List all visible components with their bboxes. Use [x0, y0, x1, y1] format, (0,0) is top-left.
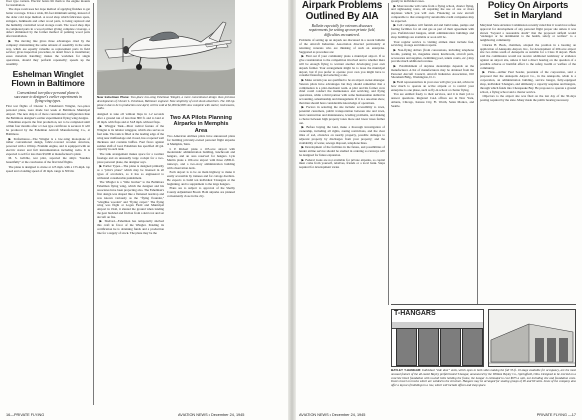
paragraph: Plans are to subject to approval of the Shelby County Adjustment Board. Both airparks are planned conveniently close in the city.	[167, 186, 235, 199]
paragraph: ▶ Establishment of airplane dealerships depends on the manufacturer. A list of manufacturers may be obtained from the Personal Aircraft Council, Aircraft Industries Association, 610 Shoreham Bldg., Washington, D. C.	[391, 63, 474, 80]
paragraph: ▶ Field representatives in your area will give you aid, advice in how much to operate an active airpark or to restrict your enterprise to one phase, such as fly-in school or charter flying.	[391, 80, 474, 92]
column-4	[391, 0, 474, 302]
paragraph: Each airport is to be on main highway to make it easily accessible by trainees and for cottage dwellers. He expects to build ten individual T-hangars at the beginning, and to supplement to the large hangars.	[167, 170, 235, 186]
airplane-image	[97, 0, 235, 95]
hangar-row-illustration	[489, 310, 575, 366]
t-hangar-figure	[391, 304, 576, 411]
paragraph: ▶ Winggar Tank—Most radical feature of the Winglet is its tubular winggear, which also serves as fuel tank. The tank is filled at the leading edge of the wing near midfuselage and closed, has a tapered wall thickness and contains baffles. Fuel flows against sudden shift of load. Eshelman has specified 40 gal. capacity in each tank.	[97, 124, 164, 152]
paragraph: ▶ Development of the facilities in the future, and possibilities of lender airline service should be studied in ordering so runways will be designed for future expansion.	[299, 145, 385, 157]
hangar-door	[440, 328, 461, 366]
paragraph: Charles H. Buck, chairman, adopted the position in a hearing on application of Annapolis Airport, Inc., for development of 200-acre airport site two miles south of Annapolis as suitable for a Class II airport. Buck said the commission would not receive additional testimony or evidence against an airport site, unless it had a direct bearing on the question of a possible adverse or harmful effect to the safety, health or welfare of the community.	[480, 42, 576, 70]
paragraph: ▶ The moving line gives three advantages cited by the company: maintaining the same amount of assembly in the same way, which are equally valuable as replacement parts in field service; gives inspection procedure, in detail flows to installation; eases materials handling; makes the workmen for single operations, should they perform repeatedly; speeds up the assembly.	[6, 38, 90, 66]
paragraph: Eshelman expects the first production, not to be completed until within four months after a CAA type certificate is secured. It will be produced by the Eshelman Aircraft Manufacturing Co., at Baltimore.	[6, 120, 90, 137]
airpark-deck: Bulletin especially for veterans discusses requirements for setting up own private field, difficulties encountered.	[308, 24, 376, 37]
column-rule	[93, 3, 94, 405]
paragraph: I. P. Rickert plans a 105-acre airport with modernistic administration building, lunchroom and hangars, and an area reserved for hangars. Lyle Martin plans a 100-acre airport with three 2,800-ft. runways, and a two-story administration building with observation deck.	[167, 146, 235, 170]
column-5	[480, 0, 576, 302]
airpark-headline: Airpark Problems Outlined By AIA	[301, 0, 383, 22]
column-1	[6, 0, 90, 408]
column-2	[97, 0, 235, 408]
paragraph: The dope room uses hot dope method of applying finishes to get better coverage. It has a wide, 60-foot minimum setting, instead of the older cold dope method. A wood shop which fabricates spars, stringers, bulkheads and other wood parts, is being replaced and the humidity controlled wood storage room. The wood shop dips in completed parts in a wood primer giving complete coverage, a defect eliminated by the former method of painting wood parts after installation.	[6, 7, 90, 39]
col2-left-sub	[97, 113, 164, 408]
maryland-headline: Policy On Airports Set in Maryland	[487, 0, 569, 22]
paragraph: The Winglet is a "little brother" to the Baltimore Eshelman flying wing, which the designer and his associates have been projecting also. The Eshelman's first design was shaped like a flattened teardrop and was known variously as the "flying flounder," "winglike wooden" and "flying carpet." The flying wing was flight at Logan Field and Municipal Airport in 1942, it slanted the ground when landing the gear buckled and friction from a skid cost and set aircraft on fire.	[97, 180, 164, 219]
caption-title: New Eshelman Plane:	[97, 95, 130, 99]
paragraph: The plane is designed to cruise at 125 mph. with a 155-mph. top speed and a landing speed of 45 mph. range is 500 mi.	[6, 164, 90, 173]
paragraph: ▶ Non-flying dollars (from concessions, including telephone booths, parking lot, magazine stand, lunchroom, aircraft parts, accessories and supplies, swimming pool, tennis courts, etc.) may provide much additional revenue.	[391, 47, 474, 64]
paragraph: ▶ Cell companies will furnish aid and build tanks, pumps and fueling facilities for oil and gas as part of their agreement with you. Prefabricated hangars, small administration buildings and shop buildings are available or soon will be.	[391, 23, 474, 39]
paragraph: ▶ Before buying the land, make a thorough investigation of ownership, including all rights, zoning restrictions, and the clear titles of sod, obstacles on nearby property, possible damages to adjacent property by discharges from your property; and the availability of water, sewage disposal, telephone lines.	[299, 125, 385, 145]
paragraph: The tank arrangement makes space for a roomier fuselage and an unusually large cockpit for a two-place personal plane, the designer says.	[97, 152, 164, 164]
memphis-subheadline: Two AA Pilots Planning Airparks in Memphis Area	[170, 115, 232, 134]
hangar-door	[462, 328, 483, 366]
column-rule	[388, 3, 389, 305]
winglet-photo	[97, 0, 235, 95]
footer-right: PRIVATE FLYING —17	[536, 413, 576, 417]
column-3	[299, 0, 385, 408]
col1-top-text	[6, 0, 90, 67]
footer-middle-left: AVIATION NEWS • December 24, 1945	[178, 413, 245, 417]
paragraph: ▶ Most income will come from a flying school, charter flying, and sightseeing tours, all requiring the use of one or more airplanes which you will own. Financing on new aircraft comparable to that arranged by automobile credit companies may be expected.	[391, 3, 474, 23]
paragraph: Problems of setting up an airpark are discussed in a recent bulletin of the Aircraft Industries Association directed particularly at returning veterans who are thinking of such an enterprise. Suggested as procedure are:	[299, 38, 385, 54]
t-hangar-caption	[391, 369, 576, 388]
paragraph: designed to take off without flaps in 1-2 seconds after a ground run of less than 800 ft. and to land at 45 mph. with flaps and at 54.8 mph. without flaps.	[97, 113, 164, 124]
paragraph: First test flights of Chester L. Eshelman's Winglet, two-place personal plane, were made last week at Baltimore Municipal Airport. The new ship is of more conventional configuration than the Baltimore designer's earlier experimental flying wing designs.	[6, 104, 90, 120]
caption-text: Two-place low-wing Eshelman Winglet, a more conventional design than previous developments of Chester L. Eshelman, Baltimore engineer. Note simplicity of cord shock absorbers. The 100-hp. plane is due to be in production next April, will be sold at $2,000-$2,800 slow complete with starter, instruments, radio.	[97, 95, 235, 111]
paragraph: ▶ Factors in selecting the site include: accessibility to town, potential customers, public transportation between site and town, land construction and maintenance, leveling problems, and making a choice between high property taxes more and lower taxes farther out.	[299, 105, 385, 125]
paragraph: ▶ Make certain you are qualified to be an airport owner-manager. Veteran pilots have advantages but they should remember that a combination is a pilot-mechanic team. A pilot and his former crew chief could conduct the maintenance and servicing, and flying operations, while a third partner with some businessman skilled in accounting, salesmanship and management. If it is a one-man show, that man should have considerable knowledge of operations.	[299, 77, 385, 105]
paragraph: ▶ Shelved—Eshelman has temporarily shelved this craft in favor of the Winglet. Pending its certification he is obtaining funds and a production line for a supply of stock. The plane may be the	[97, 219, 164, 235]
eshelman-deck: Conventional two-place personal plane is successor to designer's earlier experiments in flying wing types.	[14, 90, 82, 104]
paragraph: M. S. Gribble, test pilot, reported the ship's "handles beautifully" at the conclusion of the first brief flights.	[6, 156, 90, 165]
t-hangar-title: T-HANGARS	[394, 309, 436, 317]
paragraph: Two American Airlines pilots have announced plans for building privately-owned personal flight airparks at Memphis, Tenn.	[167, 134, 235, 146]
paragraph: greatly in individual cases.	[391, 0, 425, 3]
paragraph: ▶ Earlier Types—The plane is designed primarily as a "pilot's plane" which may be licensed in all types of acrobatics, so it has so engineered to withstand considerable punishment.	[97, 164, 164, 180]
winglet-caption	[97, 96, 235, 111]
footer-middle-right: AVIATION NEWS • December 24, 1945	[299, 413, 366, 417]
col2-right-sub	[167, 113, 235, 408]
paragraph: ▶ Performance—The Winglet is a low-wing monoplane of rather conventional design, fabric-covered wooden structure, powered with a 100-hp. Franklin engine, and is equipped with an electric starter and full instrumentation including radio. It is expected to sell for less than $3,000 at manufacturer's plant.	[6, 136, 90, 156]
hangar-door	[396, 328, 417, 366]
hangar-door	[418, 328, 439, 366]
footer-left: 16—PRIVATE FLYING	[6, 413, 45, 417]
paragraph: Maryland State Aviation Commission recently ruled that it would not refuse approval for development of any personal flight proper site unless it was shown "beyond a reasonable doubt" that the proposed airfield would "endanger or be detrimental to the health, safety or welfare" to a neighboring community.	[480, 22, 576, 43]
t-hangar-text: Individual "side door" units, which open to both sides making the full 35-ft. 10-stage available for occupancy, are the most unusual feature of the all-metal Bayley prefabricated T-hangar, announced by the William Bayley Co., Springfield, Ohio. Designed to be erected on a concrete block foundation with no-bolt bolts holding the frame, the hangar is estimated to cost $675 a unit, not including site and foundation costs. Doors travel on tracks which are welded to the structure. Hangars may be arranged for seating groups of 90 and 60 units. Lines of the company also offer a layout of buildings in a row, which will include offices and shop space.	[391, 368, 576, 388]
paragraph: floor type carriers. Electric hoists lift them to the engine mounts for installation.	[6, 0, 90, 7]
page-gutter	[288, 0, 296, 420]
paragraph: You are entitled freely to their services, and it is their job to answer questions. Regional CAA offices are in New York, Atlanta, Chicago, Kansas City, Ft. Worth, Santa Monica, and Seattle.	[391, 92, 474, 108]
paragraph: Objectors to the airport site was filed on the last day of the 30-days posting required by the state. Many made the public hearing necessary.	[480, 94, 576, 102]
paragraph: ▶ Plans—Arthur Paul Seader, president of the corporation, said a proposed that the Annapolis Airport Co., in the Annapolis, whoh is a corporation, an administration building, service hangar, fully-equipped shop, individual T-hangars, and ultimately a capacity seaplane and hangars, through which funds into Chesapeake Bay. He proposes to operate a ground school, a flying school and a charter service.	[480, 70, 576, 94]
t-hangar-heading: BAYLEY T-HANGAR:	[391, 368, 422, 372]
eshelman-headline: Eshelman Winglet Flown in Baltimore	[11, 68, 85, 89]
column-rule	[477, 3, 478, 305]
paragraph: Your regular service to visiting airmen must include fuel, servicing, storage and minor repairs.	[391, 39, 474, 48]
t-hangar-image	[391, 309, 484, 367]
t-hangar-image-2	[488, 309, 576, 367]
paragraph: ▶ Find out if your community plans a municipal airport. If so give consideration to the competition involved and to whether there will be enough flying to warrant another developing your own airpark further. Your arrangement might be to lease the municipal airport, but if you prefer to operate your own you might have to consider financing and selecting a site.	[299, 54, 385, 78]
paragraph: ▶ Federal loans are not available for private airparks, so capital must come from yourself, relatives, friends or a local bank. Steps required for development varies	[299, 157, 385, 170]
